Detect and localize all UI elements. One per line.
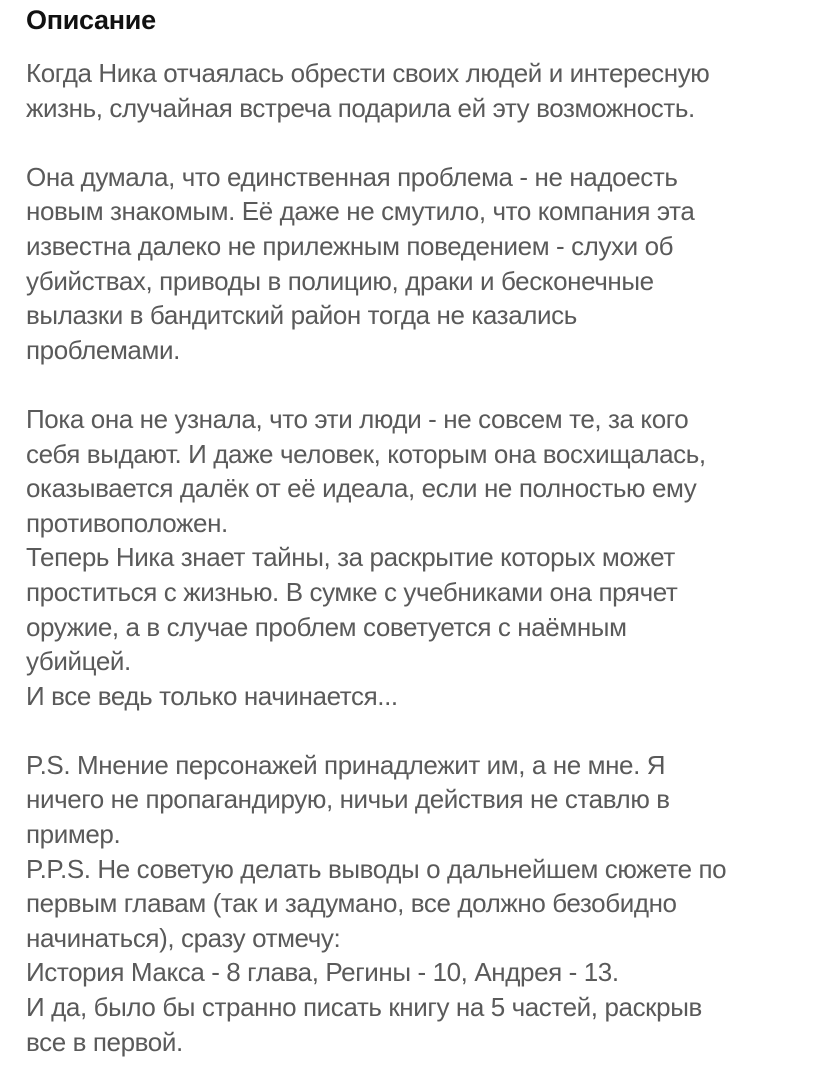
description-line: Теперь Ника знает тайны, за раскрытие которых может — [26, 542, 675, 573]
paragraph-spacer — [26, 713, 818, 748]
description-line: пример. — [26, 819, 121, 850]
description-line: себя выдают. И даже человек, которым она восхищалась, — [26, 438, 706, 469]
paragraph-spacer — [26, 367, 818, 402]
description-line: проблемами. — [26, 334, 180, 365]
description-line: известна далеко не прилежным поведением - слухи об — [26, 230, 674, 261]
description-line: жизнь, случайная встреча подарила ей эту возможность. — [26, 92, 695, 123]
description-line: все в первой. — [26, 1026, 183, 1057]
description-title: Описание — [26, 5, 156, 35]
description-line: проститься с жизнью. В сумке с учебниками она прячет — [26, 576, 678, 607]
description-line: начинаться), сразу отмечу: — [26, 922, 341, 953]
description-line: убийствах, приводы в полицию, драки и бесконечные — [26, 265, 654, 296]
description-line: И да, было бы странно писать книгу на 5 частей, раскрыв — [26, 992, 702, 1023]
description-line: Она думала, что единственная проблема - не надоесть — [26, 161, 678, 192]
description-line: вылазки в бандитский район тогда не казались — [26, 300, 577, 331]
description-line: первым главам (так и задумано, все должно безобидно — [26, 888, 677, 919]
description-line: оружие, а в случае проблем советуется с наёмным — [26, 611, 627, 642]
description-line: новым знакомым. Её даже не смутило, что компания эта — [26, 196, 695, 227]
description-line: ничего не пропагандирую, ничьи действия не ставлю в — [26, 784, 670, 815]
description-line: Пока она не узнала, что эти люди - не совсем те, за кого — [26, 403, 689, 434]
paragraph-spacer — [26, 125, 818, 160]
description-line: убийцей. — [26, 646, 131, 677]
description-line: Когда Ника отчаялась обрести своих людей и интересную — [26, 58, 710, 88]
description-body — [26, 56, 818, 1059]
description-line: оказывается далёк от её идеала, если не полностью ему — [26, 473, 697, 504]
description-line: И все ведь только начинается... — [26, 680, 398, 711]
description-section — [26, 0, 818, 1059]
description-line: противоположен. — [26, 507, 228, 538]
description-line: P.P.S. Не советую делать выводы о дальнейшем сюжете по — [26, 853, 727, 884]
description-line: P.S. Мнение персонажей принадлежит им, а не мне. Я — [26, 749, 666, 780]
description-line: История Макса - 8 глава, Регины - 10, Андрея - 13. — [26, 957, 619, 988]
